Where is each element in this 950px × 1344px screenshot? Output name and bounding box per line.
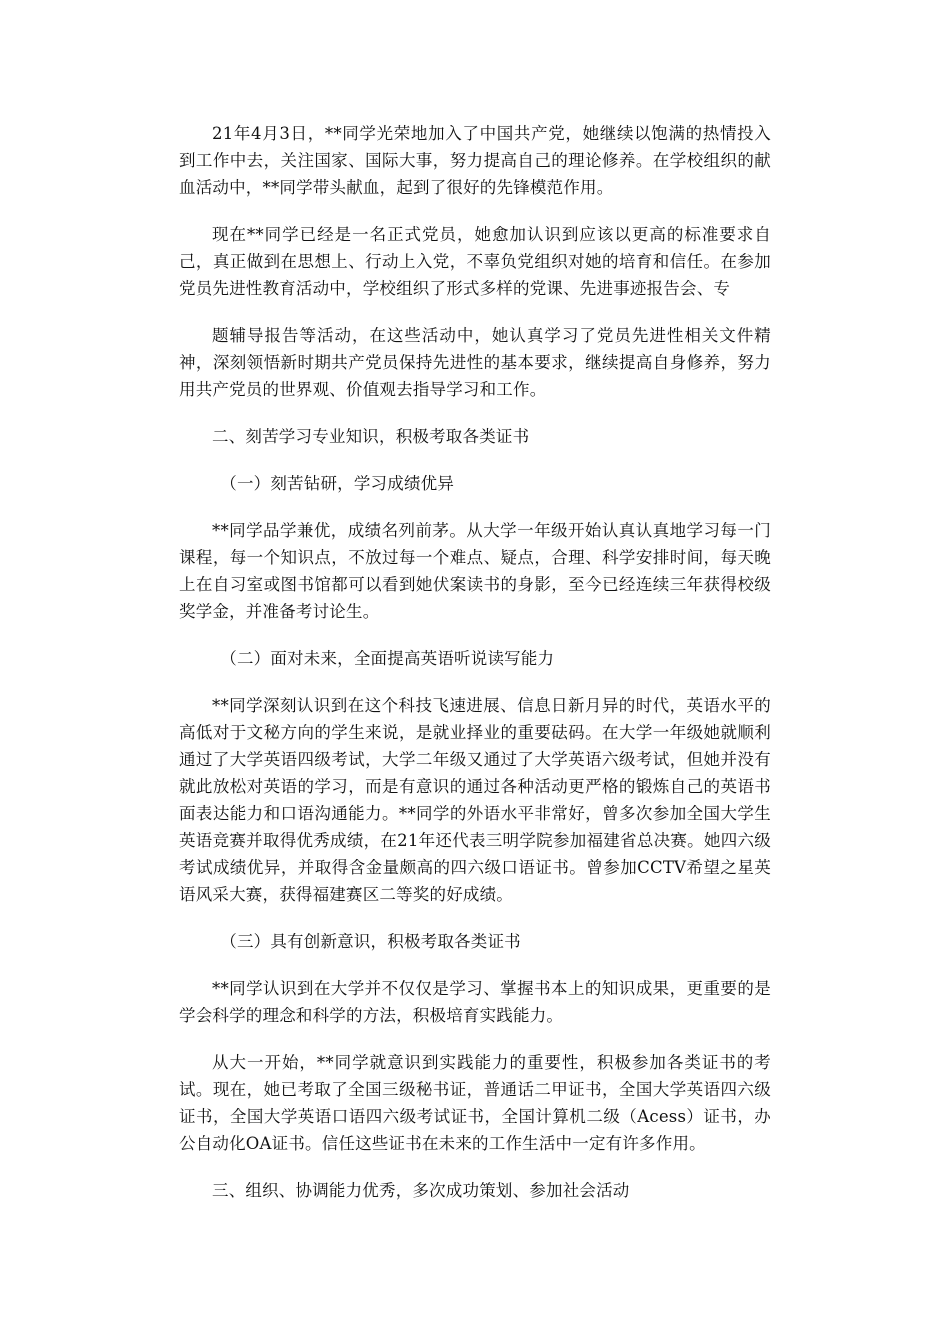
paragraph-certificates: 从大一开始，**同学就意识到实践能力的重要性，积极参加各类证书的考试。现在，她已考取了全国三级秘书证，普通话二甲证书，全国大学英语四六级证书，全国大学英语口语四六级考试证书，全国计算机二级（Acess）证书，办公自动化OA证书。信任这些证书在未来的工作生活中一定有许多作用。	[179, 1053, 771, 1153]
subheading-certificates: （三）具有创新意识，积极考取各类证书	[220, 932, 521, 951]
subheading-english: （二）面对未来，全面提高英语听说读写能力	[220, 649, 555, 668]
subheading-grades: （一）刻苦钻研，学习成绩优异	[220, 474, 455, 493]
paragraph-practice-ability: **同学认识到在大学并不仅仅是学习、掌握书本上的知识成果，更重要的是学会科学的理念和科学的方法，积极培育实践能力。	[179, 979, 771, 1025]
paragraph-grades: **同学品学兼优，成绩名列前茅。从大学一年级开始认真认真地学习每一门课程，每一个知识点，不放过每一个难点、疑点，合理、科学安排时间，每天晚上在自习室或图书馆都可以看到她伏案读书的身影，至今已经连续三年获得校级奖学金，并准备考讨论生。	[179, 521, 771, 621]
paragraph-party-membership: 21年4月3日，**同学光荣地加入了中国共产党，她继续以饱满的热情投入到工作中去，关注国家、国际大事，努力提高自己的理论修养。在学校组织的献血活动中，**同学带头献血，起到了很好的先锋模范作用。	[179, 124, 771, 197]
paragraph-study-activities: 题辅导报告等活动，在这些活动中，她认真学习了党员先进性相关文件精神，深刻领悟新时期共产党员保持先进性的基本要求，继续提高自身修养，努力用共产党员的世界观、价值观去指导学习和工作。	[179, 326, 771, 399]
paragraph-formal-member: 现在**同学已经是一名正式党员，她愈加认识到应该以更高的标准要求自己，真正做到在思想上、行动上入党，不辜负党组织对她的培育和信任。在参加党员先进性教育活动中，学校组织了形式多样的党课、先进事迹报告会、专	[179, 225, 771, 298]
paragraph-english: **同学深刻认识到在这个科技飞速进展、信息日新月异的时代，英语水平的高低对于文秘方向的学生来说，是就业择业的重要砝码。在大学一年级她就顺利通过了大学英语四级考试，大学二年级又通过了大学英语六级考试，但她并没有就此放松对英语的学习，而是有意识的通过各种活动更严格的锻炼自己的英语书面表达能力和口语沟通能力。**同学的外语水平非常好，曾多次参加全国大学生英语竞赛并取得优秀成绩，在21年还代表三明学院参加福建省总决赛。她四六级考试成绩优异，并取得含金量颇高的四六级口语证书。曾参加CCTV希望之星英语风采大赛，获得福建赛区二等奖的好成绩。	[179, 696, 771, 904]
section-heading-study: 二、刻苦学习专业知识，积极考取各类证书	[212, 427, 530, 446]
document-body	[179, 120, 771, 1224]
section-heading-organization: 三、组织、协调能力优秀，多次成功策划、参加社会活动	[212, 1181, 630, 1200]
